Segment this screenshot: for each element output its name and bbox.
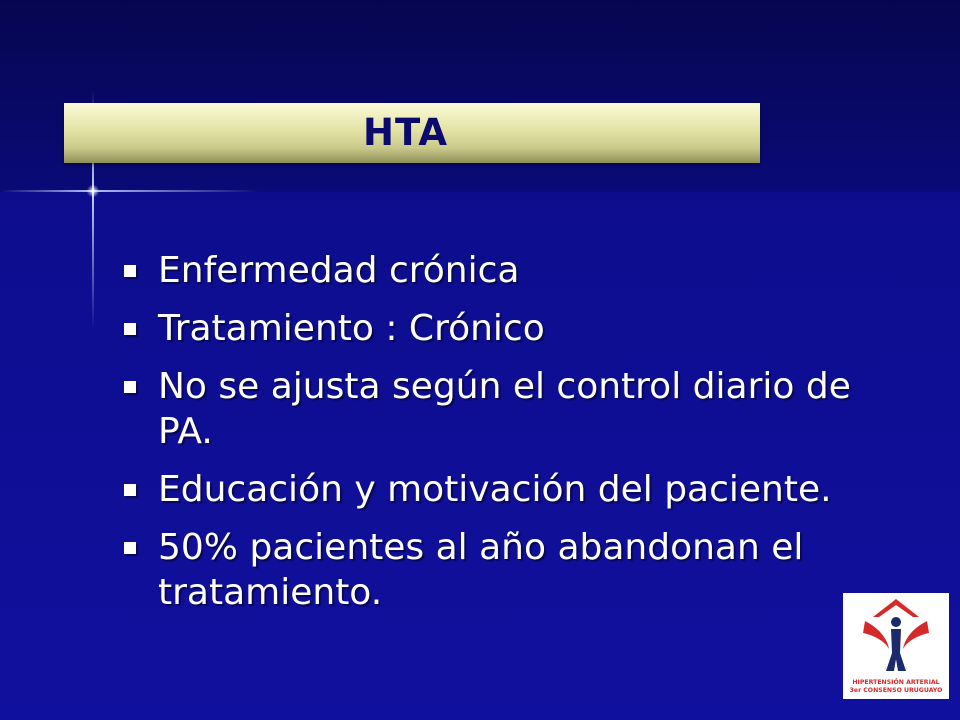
bullet-text: Educación y motivación del paciente. xyxy=(158,469,832,510)
logo-left-arm-shape xyxy=(863,621,889,649)
bullet-text: Tratamiento : Crónico xyxy=(158,308,545,349)
bullet-text: No se ajusta según el control diario de PA. xyxy=(158,366,851,452)
logo-head-shape xyxy=(891,617,901,627)
logo-body-shape xyxy=(886,629,906,671)
sparkle-star-icon xyxy=(86,185,100,197)
slide-title: HTA xyxy=(363,111,448,154)
hypertension-consensus-logo xyxy=(843,593,949,699)
square-bullet-icon xyxy=(124,542,136,554)
bullet-item xyxy=(118,525,908,615)
logo-roof-shape xyxy=(873,599,919,617)
logo-right-arm-shape xyxy=(903,621,929,649)
bullet-list xyxy=(118,248,908,628)
bullet-item xyxy=(118,248,908,293)
square-bullet-icon xyxy=(124,265,136,277)
bullet-text: 50% pacientes al año abandonan el tratamiento. xyxy=(158,527,804,613)
bullet-text: Enfermedad crónica xyxy=(158,250,520,291)
top-band xyxy=(0,0,960,192)
hypertension-consensus-logo-icon xyxy=(843,593,949,699)
title-bar xyxy=(64,103,760,163)
square-bullet-icon xyxy=(124,323,136,335)
square-bullet-icon xyxy=(124,381,136,393)
square-bullet-icon xyxy=(124,484,136,496)
bullet-item xyxy=(118,467,908,512)
logo-line2-text: 3er CONSENSO URUGUAYO xyxy=(849,687,943,694)
sparkle-horizontal-line xyxy=(0,190,260,192)
bullet-item xyxy=(118,306,908,351)
logo-line1-text: HIPERTENSIÓN ARTERIAL xyxy=(852,679,940,686)
bullet-item xyxy=(118,364,908,454)
